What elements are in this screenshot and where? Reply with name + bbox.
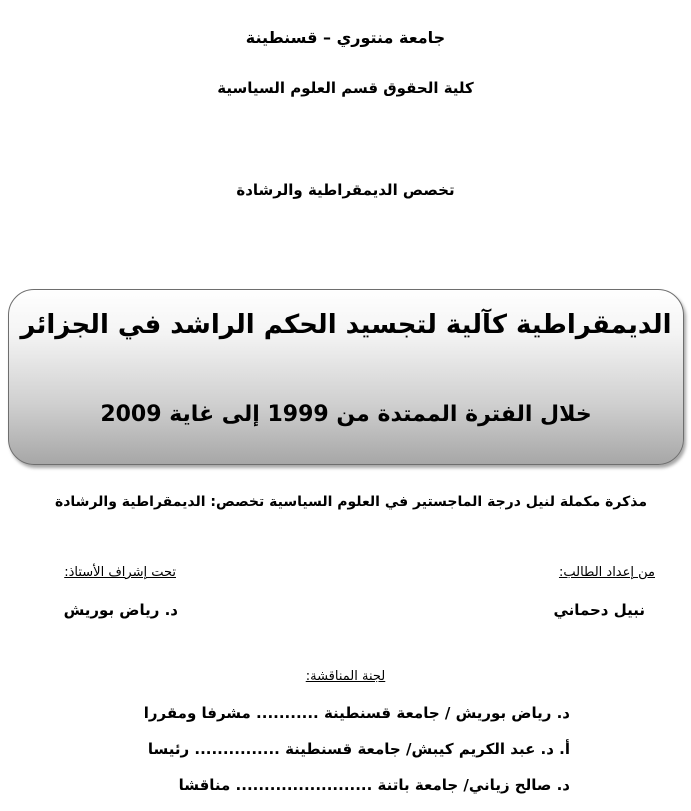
jury-label: لجنة المناقشة: [305,669,386,684]
supervisor-name: د. رياض بوريش [63,601,178,619]
thesis-subtitle: خلال الفترة الممتدة من 1999 إلى غاية 2009 [100,402,592,427]
memo-description: مذكرة مكملة لنيل درجة الماجستير في العلوم السياسية تخصص: الديمقراطية والرشادة [54,494,647,510]
university-name: جامعة منتوري – قسنطينة [245,28,446,47]
title-box [8,289,684,465]
jury-member: د. صالح زياني/ جامعة باتنة ........................ مناقشا [178,776,570,794]
jury-member: أ. د. عبد الكريم كيبش/ جامعة قسنطينة ............... رئيسا [147,740,570,758]
supervisor-label: تحت إشراف الأستاذ: [64,565,176,580]
faculty-department: كلية الحقوق قسم العلوم السياسية [217,79,474,97]
student-name: نبيل دحماني [553,601,645,619]
thesis-title: الديمقراطية كآلية لتجسيد الحكم الراشد في الجزائر [20,310,672,340]
student-label: من إعداد الطالب: [558,565,655,580]
specialization: تخصص الديمقراطية والرشادة [236,181,455,199]
jury-member: د. رياض بوريش / جامعة قسنطينة ........... مشرفا ومقررا [143,704,570,722]
